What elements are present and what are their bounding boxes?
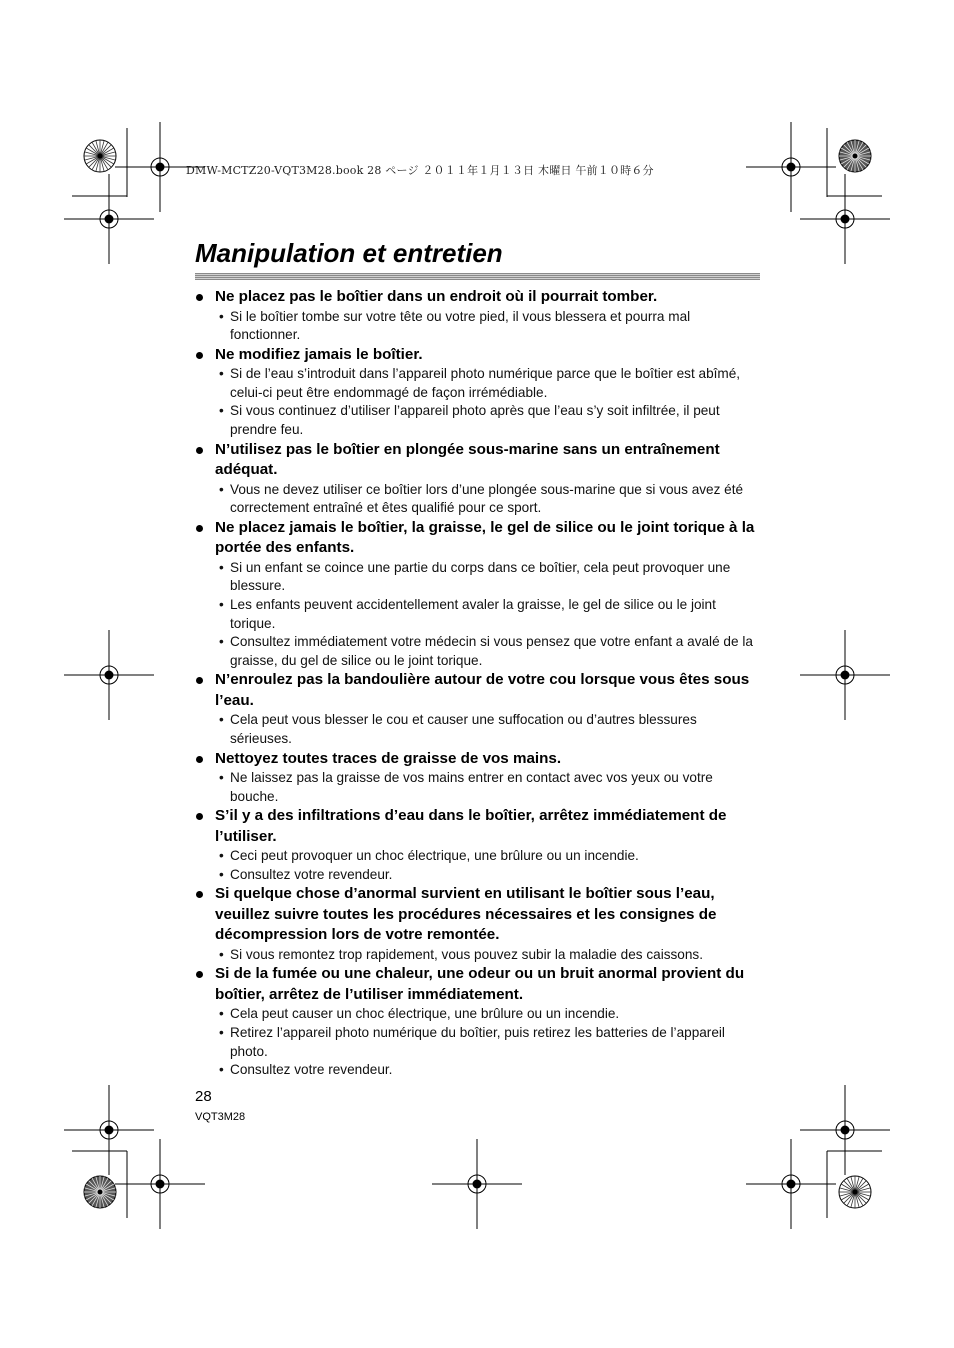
- starburst-center: [853, 154, 858, 159]
- warning-heading: Ne placez pas le boîtier dans un endroit où il pourrait tomber.: [195, 287, 760, 308]
- registration-target-dot: [841, 215, 850, 224]
- warning-detail-item: • Vous ne devez utiliser ce boîtier lors d’une plongée sous-marine que si vous avez été correctement entraîné et êtes qualifié pour ce sport.: [195, 481, 760, 518]
- registration-target-dot: [841, 1126, 850, 1135]
- registration-target-dot: [473, 1180, 482, 1189]
- page-code: VQT3M28: [195, 1111, 246, 1123]
- warning-details: [195, 711, 760, 748]
- warning-details: [195, 559, 760, 671]
- warning-heading: N’enroulez pas la bandoulière autour de votre cou lorsque vous êtes sous l’eau.: [195, 670, 760, 711]
- warning-heading: Ne placez jamais le boîtier, la graisse, le gel de silice ou le joint torique à la portée des enfants.: [195, 518, 760, 559]
- warning-detail-item: • Si un enfant se coince une partie du corps dans ce boîtier, cela peut provoquer une blessure.: [195, 559, 760, 596]
- warning-detail-item: • Retirez l’appareil photo numérique du boîtier, puis retirez les batteries de l’appareil photo.: [195, 1024, 760, 1061]
- warning-section: [195, 287, 760, 345]
- registration-target-dot: [787, 163, 796, 172]
- warning-heading: Ne modifiez jamais le boîtier.: [195, 345, 760, 366]
- starburst-center: [98, 154, 103, 159]
- page-number: 28: [195, 1088, 212, 1105]
- warning-heading: N’utilisez pas le boîtier en plongée sous-marine sans un entraînement adéquat.: [195, 440, 760, 481]
- warning-section: [195, 670, 760, 748]
- registration-target-dot: [105, 671, 114, 680]
- warning-section: [195, 440, 760, 518]
- warning-details: [195, 1005, 760, 1079]
- warning-details: [195, 308, 760, 345]
- registration-target-dot: [156, 1180, 165, 1189]
- warning-section: [195, 518, 760, 671]
- registration-target-dot: [105, 1126, 114, 1135]
- page-title: Manipulation et entretien: [195, 238, 503, 268]
- starburst-center: [98, 1190, 103, 1195]
- warning-section: [195, 806, 760, 884]
- warning-detail-item: • Consultez votre revendeur.: [195, 866, 760, 885]
- registration-target-dot: [156, 163, 165, 172]
- content-area: [195, 287, 760, 1080]
- warning-section: [195, 884, 760, 964]
- warning-detail-item: • Ne laissez pas la graisse de vos mains entrer en contact avec vos yeux ou votre bouche.: [195, 769, 760, 806]
- warning-detail-item: • Cela peut vous blesser le cou et causer une suffocation ou d’autres blessures sérieuses.: [195, 711, 760, 748]
- warning-detail-item: • Si de l’eau s’introduit dans l’appareil photo numérique parce que le boîtier est abîmé, celui-ci peut être endommagé de façon irrémédiable.: [195, 365, 760, 402]
- warning-details: [195, 946, 760, 965]
- warning-section: [195, 345, 760, 440]
- warning-detail-item: • Consultez votre revendeur.: [195, 1061, 760, 1080]
- warning-section: [195, 749, 760, 807]
- warning-details: [195, 847, 760, 884]
- warning-detail-item: • Cela peut causer un choc électrique, une brûlure ou un incendie.: [195, 1005, 760, 1024]
- warning-detail-item: • Les enfants peuvent accidentellement avaler la graisse, le gel de silice ou le joint torique.: [195, 596, 760, 633]
- warning-details: [195, 769, 760, 806]
- registration-target-dot: [787, 1180, 796, 1189]
- warning-heading: S’il y a des infiltrations d’eau dans le boîtier, arrêtez immédiatement de l’utiliser.: [195, 806, 760, 847]
- starburst-center: [853, 1190, 858, 1195]
- warning-detail-item: • Ceci peut provoquer un choc électrique, une brûlure ou un incendie.: [195, 847, 760, 866]
- warning-heading: Si de la fumée ou une chaleur, une odeur ou un bruit anormal provient du boîtier, arrêtez de l’utiliser immédiatement.: [195, 964, 760, 1005]
- warning-detail-item: • Si vous continuez d’utiliser l’appareil photo après que l’eau s’y soit infiltrée, il peut prendre feu.: [195, 402, 760, 439]
- registration-target-dot: [841, 671, 850, 680]
- warning-detail-item: • Si vous remontez trop rapidement, vous pouvez subir la maladie des caissons.: [195, 946, 760, 965]
- warning-section: [195, 964, 760, 1079]
- warning-detail-item: • Consultez immédiatement votre médecin si vous pensez que votre enfant a avalé de la graisse, du gel de silice ou le joint torique.: [195, 633, 760, 670]
- warning-heading: Si quelque chose d’anormal survient en utilisant le boîtier sous l’eau, veuillez suivre toutes les procédures nécessaires et les consignes de décompression lors de votre remontée.: [195, 884, 760, 946]
- print-header-line: DMW-MCTZ20-VQT3M28.book 28 ページ ２０１１年１月１３日 木曜日 午前１０時６分: [186, 164, 654, 177]
- warning-detail-item: • Si le boîtier tombe sur votre tête ou votre pied, il vous blessera et pourra mal fonctionner.: [195, 308, 760, 345]
- warning-details: [195, 481, 760, 518]
- warning-details: [195, 365, 760, 439]
- registration-target-dot: [105, 215, 114, 224]
- title-rule: [195, 273, 760, 280]
- warning-heading: Nettoyez toutes traces de graisse de vos mains.: [195, 749, 760, 770]
